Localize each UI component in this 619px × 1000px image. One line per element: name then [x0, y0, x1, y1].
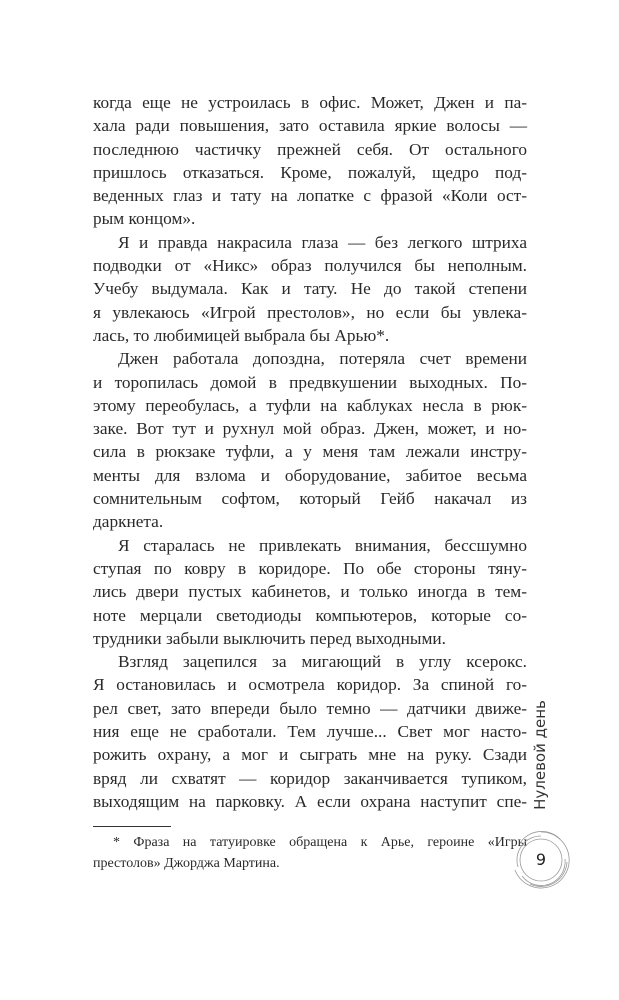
paragraph-line: менты для взлома и оборудование, забитое весьма: [93, 465, 527, 485]
paragraph-line: ноте мерцали светодиоды компьютеров, которые со-: [93, 605, 527, 625]
paragraph-line: выходящим на парковку. А если охрана наступит спе-: [93, 791, 527, 811]
paragraph-line: когда еще не устроилась в офис. Может, Джен и па-: [93, 93, 527, 112]
paragraph-line: Я остановилась и осмотрела коридор. За спиной го-: [93, 675, 527, 695]
paragraph-line: рым концом».: [93, 209, 196, 229]
footnote-line: престолов» Джорджа Мартина.: [93, 856, 280, 871]
paragraph-line: Взгляд зацепился за мигающий в углу ксерокс.: [118, 652, 527, 672]
paragraph-line: рел свет, зато впереди было темно — датчики движе-: [93, 698, 527, 718]
paragraph-line: сила в рюкзаке туфли, а у меня там лежали инстру-: [93, 442, 527, 462]
footnote: [93, 832, 527, 874]
paragraph-line: Я и правда накрасила глаза — без легкого штриха: [118, 232, 527, 252]
paragraph-line: сомнительным софтом, который Гейб накачал из: [93, 489, 527, 509]
paragraph-line: лись двери пустых кабинетов, и только иногда в тем-: [93, 582, 527, 602]
paragraph-line: заке. Вот тут и рухнул мой образ. Джен, может, и но-: [93, 419, 527, 439]
paragraph-line: трудники забыли выключить перед выходными.: [93, 628, 446, 648]
paragraph-line: последнюю частичку прежней себя. От остального: [93, 139, 527, 159]
paragraph-line: ния еще не сработали. Тем лучше... Свет мог насто-: [93, 722, 527, 742]
paragraph-line: рожить охрану, а мог и сыграть мне на руку. Сзади: [93, 745, 527, 765]
paragraph-line: Я старалась не привлекать внимания, бессшумно: [118, 535, 527, 555]
paragraph-line: вряд ли схватят — коридор заканчивается тупиком,: [93, 768, 527, 788]
paragraph-line: и торопилась домой в предвкушении выходных. По-: [93, 372, 527, 392]
footnote-line: * Фраза на татуировке обращена к Арье, героине «Игры: [113, 835, 527, 850]
paragraph-line: хала ради повышения, зато оставила яркие волосы —: [93, 116, 527, 136]
paragraph-line: этому переобулась, а туфли на каблуках несла в рюк-: [93, 395, 527, 415]
paragraph-line: Учебу выдумала. Как и тату. Не до такой степени: [93, 279, 527, 299]
paragraph-line: пришлось отказаться. Кроме, пожалуй, щедро под-: [93, 162, 527, 182]
paragraph-line: лась, то любимицей выбрала бы Арью*.: [93, 325, 390, 345]
page-number-badge: [510, 829, 572, 891]
body-text: [93, 91, 527, 813]
page-number: 9: [535, 850, 547, 869]
paragraph-line: веденных глаз и тату на лопатке с фразой «Коли ост-: [93, 186, 527, 206]
paragraph-line: Джен работала допоздна, потеряла счет времени: [118, 349, 527, 369]
running-head: Нулевой день: [531, 700, 549, 810]
paragraph-line: я увлекаюсь «Игрой престолов», но если бы увлека-: [93, 302, 527, 322]
paragraph-line: ступая по ковру в коридоре. По обе стороны тяну-: [93, 558, 527, 578]
footnote-rule: [93, 826, 171, 827]
paragraph-line: даркнета.: [93, 512, 164, 532]
paragraph-line: подводки от «Никс» образ получился бы неполным.: [93, 256, 527, 276]
